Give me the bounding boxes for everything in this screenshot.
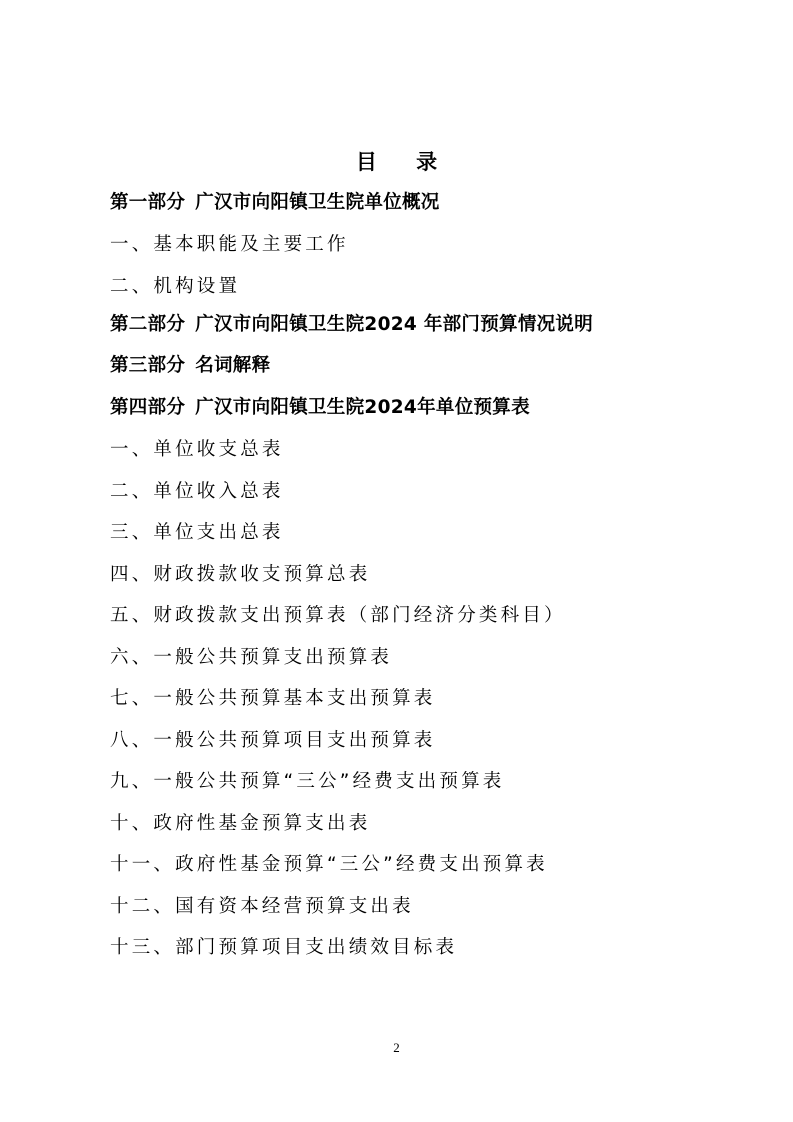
toc-item: 十一、政府性基金预算“三公”经费支出预算表 bbox=[110, 854, 548, 875]
toc-item: 一、单位收支总表 bbox=[110, 439, 284, 460]
toc-item: 二、单位收入总表 bbox=[110, 481, 284, 502]
page-title: 目 录 bbox=[355, 150, 454, 174]
toc-part-1 bbox=[110, 190, 440, 216]
toc-part-text: 广汉市向阳镇卫生院2024年单位预算表 bbox=[195, 397, 530, 418]
toc-item: 九、一般公共预算“三公”经费支出预算表 bbox=[110, 771, 505, 792]
toc-item: 二、机构设置 bbox=[110, 276, 241, 297]
toc-item: 三、单位支出总表 bbox=[110, 522, 284, 543]
toc-part-4 bbox=[110, 395, 530, 421]
toc-part-2 bbox=[110, 312, 593, 338]
toc-item: 一、基本职能及主要工作 bbox=[110, 234, 349, 255]
toc-item: 十二、国有资本经营预算支出表 bbox=[110, 896, 414, 917]
toc-part-text: 广汉市向阳镇卫生院单位概况 bbox=[195, 192, 440, 213]
toc-item: 十、政府性基金预算支出表 bbox=[110, 813, 371, 834]
toc-part-3 bbox=[110, 353, 270, 379]
toc-item: 十三、部门预算项目支出绩效目标表 bbox=[110, 937, 458, 958]
toc-part-label: 第三部分 bbox=[110, 355, 186, 376]
toc-item: 五、财政拨款支出预算表（部门经济分类科目） bbox=[110, 605, 566, 626]
toc-item: 六、一般公共预算支出预算表 bbox=[110, 647, 393, 668]
toc-item: 八、一般公共预算项目支出预算表 bbox=[110, 730, 436, 751]
toc-part-label: 第四部分 bbox=[110, 397, 186, 418]
toc-part-text: 广汉市向阳镇卫生院2024 年部门预算情况说明 bbox=[195, 314, 594, 335]
toc-item: 七、一般公共预算基本支出预算表 bbox=[110, 688, 436, 709]
page-number: 2 bbox=[393, 1040, 400, 1055]
toc-part-label: 第二部分 bbox=[110, 314, 186, 335]
toc-part-label: 第一部分 bbox=[110, 192, 186, 213]
toc-item: 四、财政拨款收支预算总表 bbox=[110, 564, 371, 585]
toc-part-text: 名词解释 bbox=[195, 355, 271, 376]
